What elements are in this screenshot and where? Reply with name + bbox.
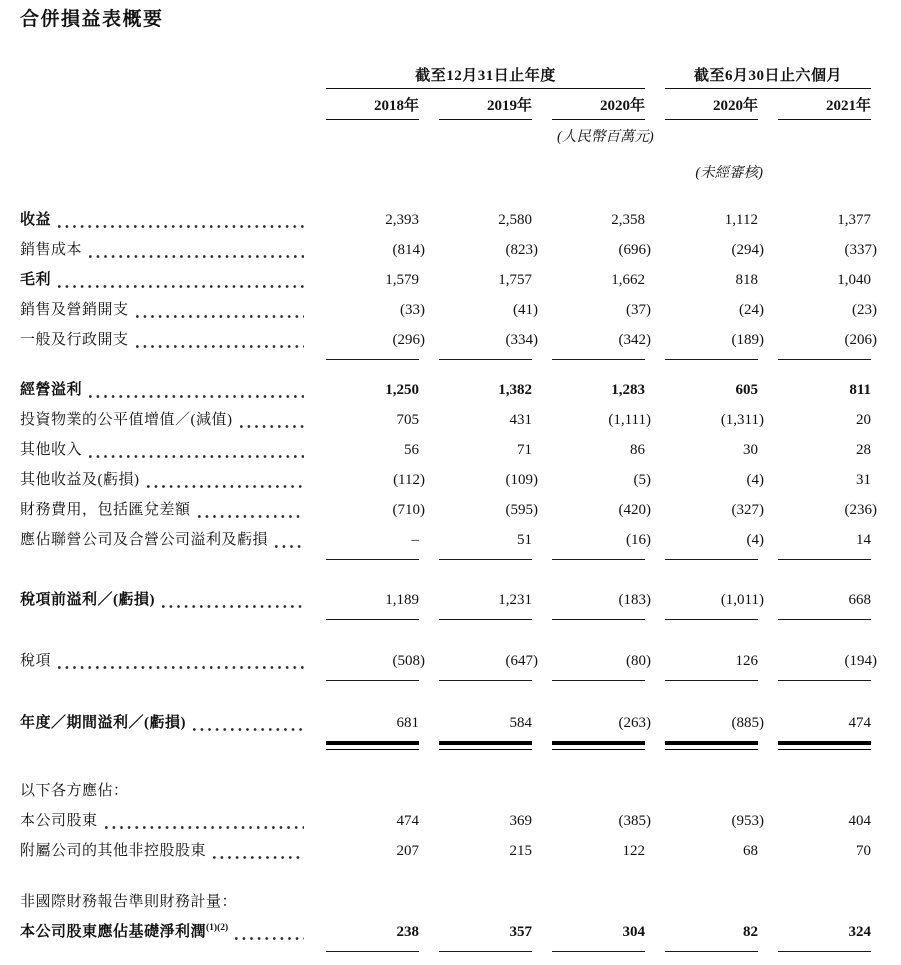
rule-line [665,741,758,750]
row-label [20,646,306,676]
cell-value: (37) [626,302,651,318]
cell-value: 1,231 [498,592,532,608]
rule-line [439,559,532,561]
rule-line [778,680,871,682]
cell-value: 818 [735,272,758,288]
currency-unit-note: (人民幣百萬元) [557,129,654,145]
dot-leader [275,544,304,549]
row-label-text: 毛利 [20,272,52,288]
cell-value: 1,250 [385,382,419,398]
year-header-row [20,89,871,120]
row-label [20,325,306,355]
table-row [20,917,871,947]
section-rule [20,619,871,621]
section-rule [20,951,871,953]
cell-value: 1,189 [385,592,419,608]
income-statement-table [20,205,877,953]
dot-leader [58,284,304,289]
table-row [20,375,871,405]
row-label [20,295,306,325]
cell-value: 605 [735,382,758,398]
footnote-marker: (1)(2) [206,923,229,933]
row-label-text: 其他收益及(虧損) [20,472,140,488]
row-label [20,776,306,806]
cell-value: 31 [856,472,871,488]
cell-value: 1,112 [724,212,758,228]
column-group-header-row [20,66,871,89]
cell-value: (1,311) [720,412,764,428]
statement-section [20,646,877,682]
cell-value: (5) [633,472,651,488]
cell-value: (334) [505,332,538,348]
rule-line [439,359,532,361]
rule-line [326,951,419,953]
statement-section [20,708,871,750]
table-row [20,646,877,676]
row-label-text: 稅項前溢利／(虧損) [20,592,155,608]
cell-value: 1,040 [837,272,871,288]
table-row [20,265,871,295]
row-label [20,708,306,738]
rule-line [778,359,871,361]
cell-value: 304 [622,924,645,940]
cell-value: 56 [404,442,419,458]
cell-value: (109) [505,472,538,488]
row-label-text: 投資物業的公平值增值／(減值) [20,412,233,428]
section-heading-row [20,887,871,917]
table-row [20,435,871,465]
cell-value: 369 [509,813,532,829]
section-heading-row [20,776,871,806]
cell-value: 20 [856,412,871,428]
dot-leader [193,727,304,732]
rule-line [665,619,758,621]
dot-leader [89,394,304,399]
column-header-2020-interim: 2020年 [665,89,758,120]
dot-leader [240,424,305,429]
cell-value: 126 [735,653,758,669]
cell-value: (647) [505,653,538,669]
row-label [20,495,306,525]
cell-value: (236) [844,502,877,518]
cell-value: (342) [618,332,651,348]
statement-section [20,375,877,561]
rule-line [326,741,419,750]
section-rule [20,359,871,361]
cell-value: (183) [618,592,651,608]
cell-value: (189) [731,332,764,348]
row-label-text: 財務費用，包括匯兌差額 [20,502,191,518]
cell-value: 238 [396,924,419,940]
cell-value: 811 [849,382,871,398]
cell-value: 86 [630,442,645,458]
rule-line [439,741,532,750]
rule-line [326,680,419,682]
table-row [20,585,871,615]
rule-line [778,951,871,953]
row-label [20,887,306,917]
table-row [20,405,871,435]
statement-section [20,887,871,953]
rule-line [665,359,758,361]
cell-value: (953) [731,813,764,829]
rule-line [326,359,419,361]
cell-value: (24) [739,302,764,318]
dot-leader [235,936,304,941]
audit-status-row [20,165,871,181]
column-header-2019: 2019年 [439,89,532,120]
cell-value: 1,283 [611,382,645,398]
row-label-text: 銷售及營銷開支 [20,302,129,318]
cell-value: (4) [746,472,764,488]
dot-leader [136,344,304,349]
cell-value: 474 [396,813,419,829]
statement-section [20,585,871,621]
cell-value: (337) [844,242,877,258]
row-label [20,585,306,615]
cell-value: 68 [743,843,758,859]
label-column-spacer [20,359,306,361]
row-label-text: 稅項 [20,653,52,669]
row-label-text: 應佔聯營公司及合營公司溢利及虧損 [20,532,269,548]
label-column-spacer [20,951,306,953]
row-label-text: 一般及行政開支 [20,332,129,348]
rule-line [778,741,871,750]
row-label-text: 年度／期間溢利／(虧損) [20,715,186,731]
cell-value: (4) [746,532,764,548]
cell-value: 82 [743,924,758,940]
cell-value: (327) [731,502,764,518]
rule-line [552,359,645,361]
cell-value: 1,757 [498,272,532,288]
cell-value: (420) [618,502,651,518]
cell-value: (194) [844,653,877,669]
cell-value: (595) [505,502,538,518]
dot-leader [147,484,305,489]
row-label [20,265,306,295]
dot-leader [162,604,304,609]
table-row [20,708,871,738]
cell-value: 122 [622,843,645,859]
column-group-interim: 截至6月30日止六個月 [665,66,871,89]
row-label-text: 本公司股東應佔基礎淨利潤$^{(1)(2)}$ [20,923,229,940]
rule-line [552,680,645,682]
cell-value: (80) [626,653,651,669]
row-label [20,435,306,465]
cell-value: 668 [848,592,871,608]
cell-value: 14 [856,532,871,548]
column-group-annual: 截至12月31日止年度 [326,66,645,89]
cell-value: 474 [848,715,871,731]
cell-value: 357 [509,924,532,940]
dot-leader [58,224,304,229]
rule-line [552,741,645,750]
cell-value: 1,382 [498,382,532,398]
cell-value: (385) [618,813,651,829]
cell-value: 30 [743,442,758,458]
row-label [20,205,306,235]
statement-section [20,776,871,866]
row-label-text: 收益 [20,212,52,228]
rule-line [665,559,758,561]
row-label [20,375,306,405]
cell-value: 681 [396,715,419,731]
rule-line [439,951,532,953]
rule-line [552,559,645,561]
row-label-text: 非國際財務報告準則財務計量： [20,894,238,910]
rule-line [439,680,532,682]
cell-value: 431 [509,412,532,428]
cell-value: 324 [848,924,871,940]
column-header-2020-annual: 2020年 [552,89,645,120]
section-rule [20,680,871,682]
cell-value: 51 [517,532,532,548]
rule-line [778,559,871,561]
table-row [20,235,877,265]
cell-value: 71 [517,442,532,458]
cell-value: (206) [844,332,877,348]
cell-value: (294) [731,242,764,258]
cell-value: 1,579 [385,272,419,288]
cell-value: (710) [392,502,425,518]
label-column-spacer [20,741,306,750]
rule-line [665,951,758,953]
table-row [20,295,877,325]
cell-value: (814) [392,242,425,258]
row-label-text: 以下各方應佔： [20,783,129,799]
rule-line [326,559,419,561]
table-row [20,525,871,555]
row-label [20,235,306,265]
table-row [20,465,871,495]
cell-value: (33) [400,302,425,318]
column-header-2018: 2018年 [326,89,419,120]
row-label-text: 經營溢利 [20,382,83,398]
dot-leader [213,855,304,860]
cell-value: 584 [509,715,532,731]
cell-value: – [411,532,419,548]
rule-line [665,680,758,682]
rule-line [778,619,871,621]
label-column-spacer [20,89,306,120]
section-rule [20,559,871,561]
cell-value: 2,393 [385,212,419,228]
statement-section [20,205,877,361]
cell-value: (296) [392,332,425,348]
cell-value: (16) [626,532,651,548]
cell-value: (1,111) [608,412,651,428]
dot-leader [89,454,304,459]
label-column-spacer [20,559,306,561]
dot-leader [198,514,304,519]
row-label-text: 其他收入 [20,442,83,458]
cell-value: 404 [848,813,871,829]
cell-value: 207 [396,843,419,859]
row-label [20,806,306,836]
row-label [20,465,306,495]
currency-unit-row [20,129,871,145]
cell-value: (23) [852,302,877,318]
cell-value: (41) [513,302,538,318]
cell-value: 1,662 [611,272,645,288]
row-label [20,917,306,947]
dot-leader [89,254,304,259]
cell-value: 705 [396,412,419,428]
cell-value: 2,580 [498,212,532,228]
cell-value: (885) [731,715,764,731]
cell-value: 28 [856,442,871,458]
cell-value: 70 [856,843,871,859]
cell-value: (1,011) [720,592,764,608]
row-label-text: 本公司股東 [20,813,98,829]
dot-leader [105,825,304,830]
cell-value: (823) [505,242,538,258]
table-row [20,836,871,866]
cell-value: 2,358 [611,212,645,228]
table-row [20,205,871,235]
column-header-2021: 2021年 [778,89,871,120]
row-label [20,836,306,866]
table-row [20,806,871,836]
rule-line [552,951,645,953]
row-label-text: 銷售成本 [20,242,83,258]
rule-line [552,619,645,621]
label-column-spacer [20,680,306,682]
total-double-rule [20,741,871,750]
rule-line [439,619,532,621]
table-row [20,325,877,355]
row-label-text: 附屬公司的其他非控股股東 [20,843,207,859]
cell-value: 215 [509,843,532,859]
table-row [20,495,877,525]
cell-value: (696) [618,242,651,258]
label-column-spacer [20,66,306,89]
dot-leader [136,314,304,319]
cell-value: (112) [393,472,425,488]
rule-line [326,619,419,621]
dot-leader [58,665,304,670]
page-title: 合併損益表概要 [20,9,164,30]
cell-value: 1,377 [837,212,871,228]
label-column-spacer [20,619,306,621]
row-label [20,525,306,555]
cell-value: (263) [618,715,651,731]
cell-value: (508) [392,653,425,669]
row-label [20,405,306,435]
unaudited-note: (未經審核) [695,165,763,181]
